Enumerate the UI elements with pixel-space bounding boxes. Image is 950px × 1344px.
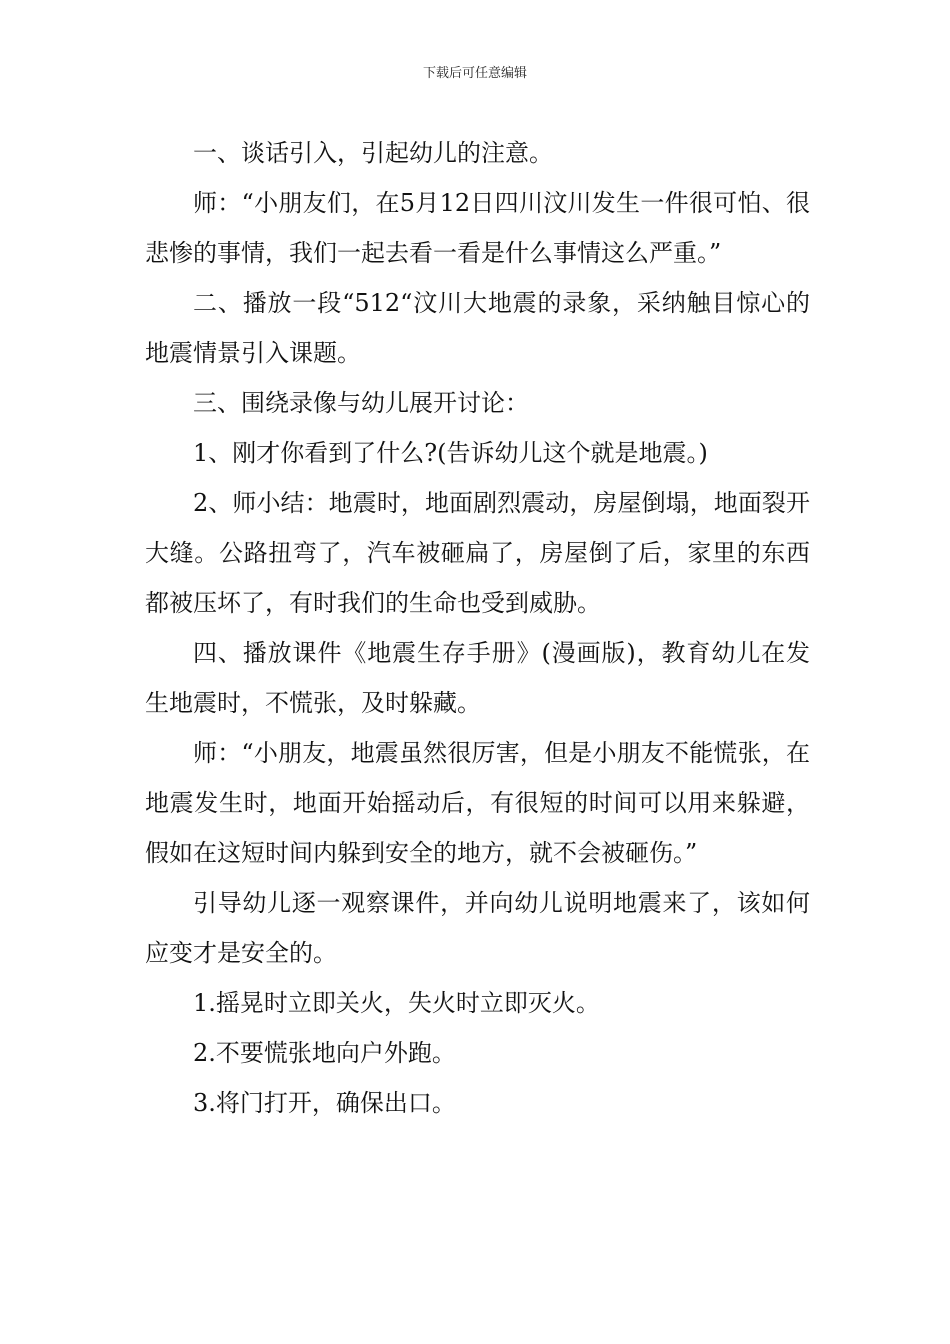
document-body: [145, 128, 810, 1128]
paragraph-question-one: 1、刚才你看到了什么?(告诉幼儿这个就是地震。): [193, 439, 708, 467]
page-header: 下载后可任意编辑: [422, 66, 527, 81]
paragraph-section-four: 四、播放课件《地震生存手册》(漫画版)，教育幼儿在发生地震时，不慌张，及时躲藏。: [145, 639, 810, 717]
list-item-three: 3.将门打开，确保出口。: [193, 1089, 456, 1117]
list-item-one: 1.摇晃时立即关火，失火时立即灭火。: [193, 989, 600, 1017]
paragraph-section-one: 一、谈话引入，引起幼儿的注意。: [193, 139, 553, 167]
paragraph-section-three: 三、围绕录像与幼儿展开讨论：: [193, 389, 529, 417]
paragraph-teacher-advice: 师：“小朋友，地震虽然很厉害，但是小朋友不能慌张，在地震发生时，地面开始摇动后，有很短的时间可以用来躲避，假如在这短时间内躲到安全的地方，就不会被砸伤。”: [145, 739, 810, 867]
paragraph-guide-observe: 引导幼儿逐一观察课件，并向幼儿说明地震来了，该如何应变才是安全的。: [145, 889, 810, 967]
paragraph-section-two: 二、播放一段“512“汶川大地震的录象，采纳触目惊心的地震情景引入课题。: [145, 289, 810, 367]
paragraph-teacher-summary: 2、师小结：地震时，地面剧烈震动，房屋倒塌，地面裂开大缝。公路扭弯了，汽车被砸扁了，房屋倒了后，家里的东西都被压坏了，有时我们的生命也受到威胁。: [145, 489, 810, 617]
list-item-two: 2.不要慌张地向户外跑。: [193, 1039, 456, 1067]
paragraph-teacher-intro: 师：“小朋友们，在5月12日四川汶川发生一件很可怕、很悲惨的事情，我们一起去看一看是什么事情这么严重。”: [145, 189, 810, 267]
